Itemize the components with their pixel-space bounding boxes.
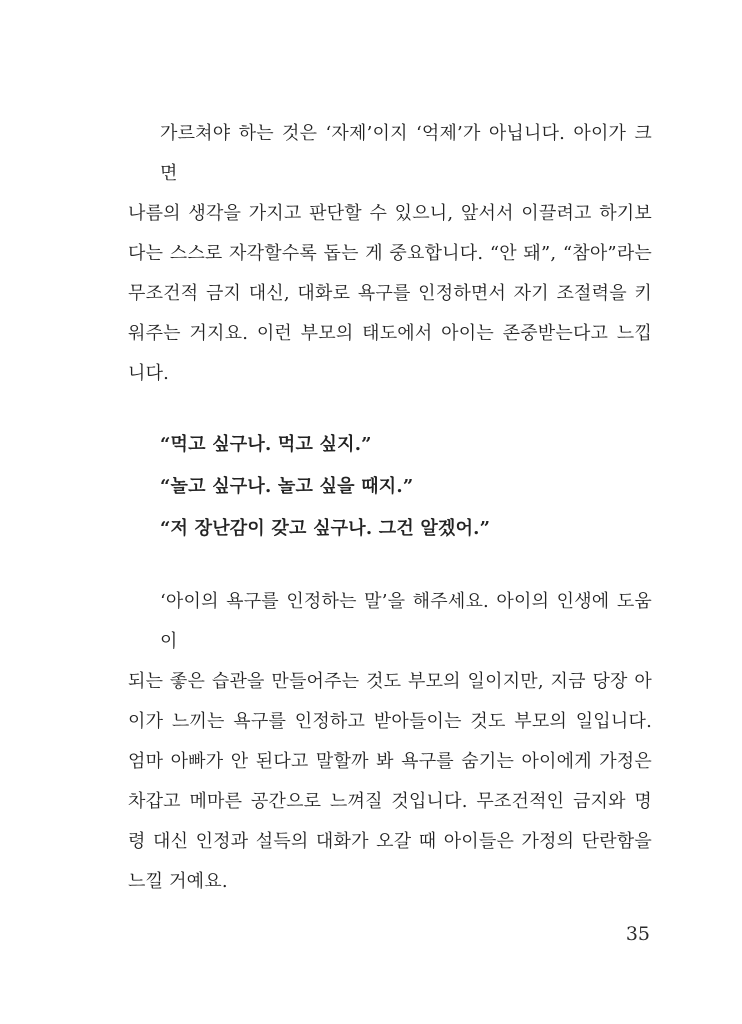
quote-line: “놀고 싶구나. 놀고 싶을 때지.” (160, 476, 414, 497)
paragraph-2-line: 차갑고 메마른 공간으로 느껴질 것입니다. 무조건적인 금지와 명 (128, 791, 652, 812)
quote-line: “저 장난감이 갖고 싶구나. 그건 알겠어.” (160, 518, 491, 539)
paragraph-1 (128, 114, 652, 394)
paragraph-2-line: 이가 느끼는 욕구를 인정하고 받아들이는 것도 부모의 일입니다. (128, 711, 652, 732)
paragraph-2-line: 령 대신 인정과 설득의 대화가 오갈 때 아이들은 가정의 단란함을 (128, 831, 652, 852)
paragraph-1-line: 다는 스스로 자각할수록 돕는 게 중요합니다. “안 돼”, “참아”라는 (128, 243, 652, 264)
quote-line: “먹고 싶구나. 먹고 싶지.” (160, 434, 372, 455)
paragraph-1-line: 무조건적 금지 대신, 대화로 욕구를 인정하면서 자기 조절력을 키 (128, 283, 652, 304)
text-block (128, 114, 652, 902)
paragraph-1-line: 워주는 거지요. 이런 부모의 태도에서 아이는 존중받는다고 느낍 (128, 323, 652, 344)
paragraph-1-line: 가르쳐야 하는 것은 ‘자제’이지 ‘억제’가 아닙니다. 아이가 크면 (160, 123, 652, 184)
paragraph-2-line: 느낄 거예요. (128, 871, 228, 892)
paragraph-2-line: 엄마 아빠가 안 된다고 말할까 봐 욕구를 숨기는 아이에게 가정은 (128, 751, 652, 772)
paragraph-1-line: 나름의 생각을 가지고 판단할 수 있으니, 앞서서 이끌려고 하기보 (128, 203, 652, 224)
paragraph-2 (128, 582, 652, 902)
paragraph-2-line: 되는 좋은 습관을 만들어주는 것도 부모의 일이지만, 지금 당장 아 (128, 671, 652, 692)
paragraph-2-line: ‘아이의 욕구를 인정하는 말’을 해주세요. 아이의 인생에 도움이 (160, 591, 652, 652)
dialogue-quotes (128, 424, 652, 550)
paragraph-1-line: 니다. (128, 363, 170, 384)
page-number: 35 (625, 923, 650, 945)
